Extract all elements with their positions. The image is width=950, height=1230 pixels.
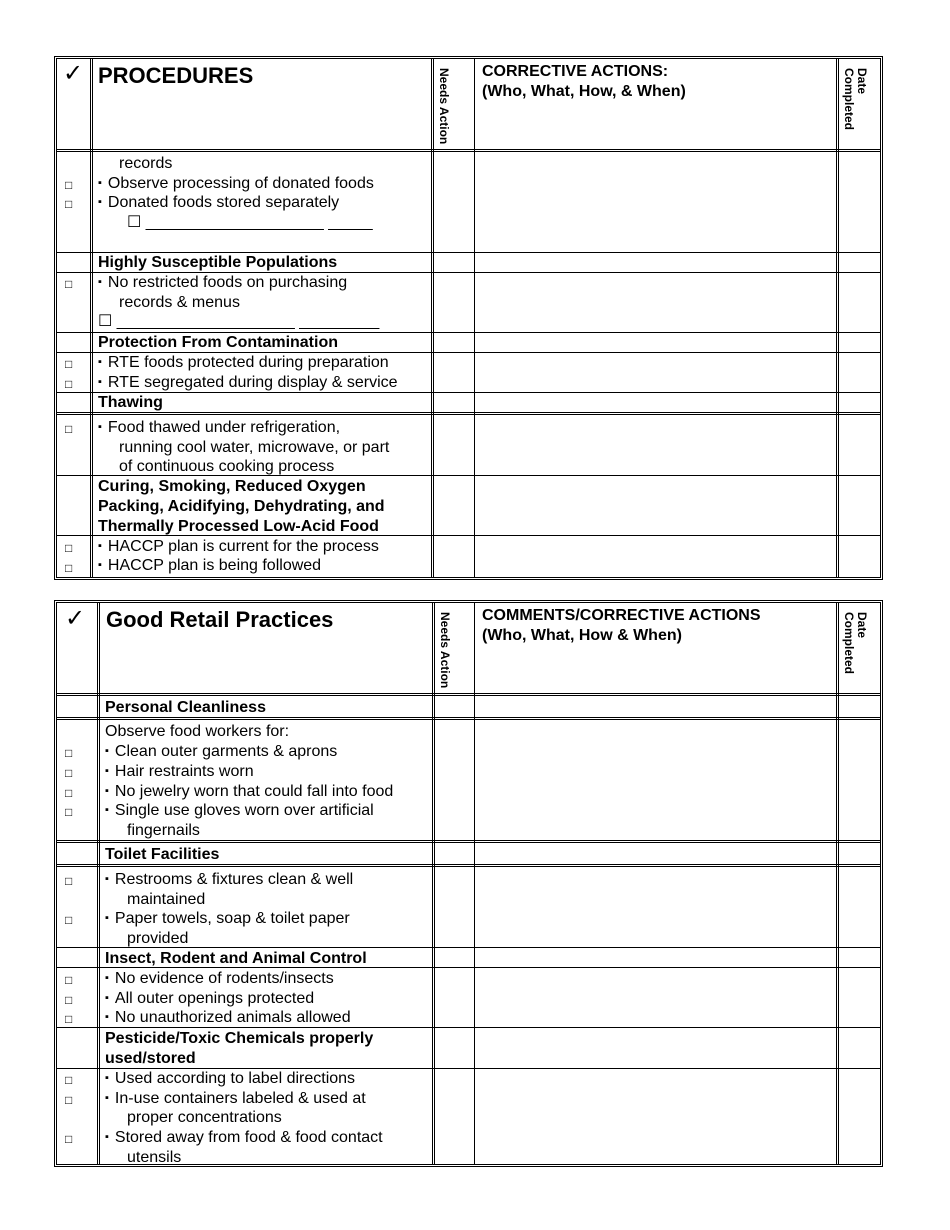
procedures-title: PROCEDURES [98,63,254,88]
col-divider [432,603,435,1164]
list-item-continued: utensils [127,1149,182,1166]
row-divider [57,717,880,720]
row-divider [57,392,880,393]
checkbox[interactable]: □ [65,357,73,371]
bullet-icon: ▪ [98,177,102,189]
row-divider [57,1027,880,1028]
section-heading: Insect, Rodent and Animal Control [105,950,367,967]
checkbox[interactable]: □ [65,973,73,987]
section-heading: Personal Cleanliness [105,699,266,716]
checkbox[interactable]: □ [65,422,73,436]
bullet-icon: ▪ [105,765,109,777]
checkbox[interactable]: □ [65,746,73,760]
blank-entry-line[interactable]: ☐ ____________________ _________ [98,313,380,330]
bullet-icon: ▪ [105,1072,109,1084]
check-header-icon: ✓ [65,605,86,632]
list-item-continued: fingernails [127,822,200,839]
list-item: ▪ All outer openings protected [105,990,315,1007]
row-divider [57,840,880,843]
bullet-icon: ▪ [98,196,102,208]
col-divider [474,603,475,1164]
date-completed-header: Date Completed [842,68,869,131]
date-completed-header: Date Completed [842,612,869,675]
checkbox[interactable]: □ [65,197,73,211]
checkbox[interactable]: □ [65,913,73,927]
checkbox[interactable]: □ [65,541,73,555]
good-retail-practices-table [54,600,883,1167]
list-item-continued: of continuous cooking process [119,458,335,475]
bullet-icon: ▪ [98,559,102,571]
checkbox[interactable]: □ [65,178,73,192]
section-heading: Thermally Processed Low-Acid Food [98,518,379,535]
checkbox[interactable]: □ [65,1093,73,1107]
row-divider [57,693,880,696]
row-divider [57,149,880,152]
section-heading: Thawing [98,394,163,411]
section-heading: Highly Susceptible Populations [98,254,338,271]
list-item: ▪ Clean outer garments & aprons [105,743,338,760]
needs-action-header: Needs Action [438,612,452,689]
bullet-icon: ▪ [98,376,102,388]
checkbox[interactable]: □ [65,786,73,800]
list-item: ▪ No evidence of rodents/insects [105,970,334,987]
list-item: ▪ Donated foods stored separately [98,194,340,211]
col-divider [836,603,839,1164]
bullet-icon: ▪ [105,1131,109,1143]
corrective-actions-subtitle: (Who, What, How, & When) [482,83,686,100]
list-item: ▪ In-use containers labeled & used at [105,1090,366,1107]
col-divider [97,603,100,1164]
section-heading: Toilet Facilities [105,846,220,863]
records-text: records [119,155,173,172]
col-divider [836,59,839,577]
col-divider [431,59,434,577]
blank-entry-line[interactable]: ☐ ____________________ _____ [127,214,373,231]
bullet-icon: ▪ [105,785,109,797]
col-divider [90,59,93,577]
list-item: ▪ Paper towels, soap & toilet paper [105,910,350,927]
section-heading: Pesticide/Toxic Chemicals properly [105,1030,374,1047]
checkbox[interactable]: □ [65,1073,73,1087]
list-item: ▪ Used according to label directions [105,1070,356,1087]
list-item-continued: running cool water, microwave, or part [119,439,390,456]
bullet-icon: ▪ [98,421,102,433]
bullet-icon: ▪ [98,356,102,368]
bullet-icon: ▪ [105,804,109,816]
section-heading: Curing, Smoking, Reduced Oxygen [98,478,366,495]
procedures-table [54,56,883,580]
list-item-continued: proper concentrations [127,1109,282,1126]
list-item: ▪ Hair restraints worn [105,763,254,780]
comments-subtitle: (Who, What, How & When) [482,627,682,644]
row-divider [57,864,880,867]
intro-text: Observe food workers for: [105,723,290,740]
list-item: ▪ No jewelry worn that could fall into food [105,783,394,800]
bullet-icon: ▪ [105,992,109,1004]
list-item: ▪ HACCP plan is current for the process [98,538,379,555]
bullet-icon: ▪ [105,1011,109,1023]
checkbox[interactable]: □ [65,874,73,888]
checkbox[interactable]: □ [65,1132,73,1146]
list-item: ▪ Stored away from food & food contact [105,1129,383,1146]
needs-action-header: Needs Action [437,68,451,145]
bullet-icon: ▪ [105,1092,109,1104]
check-header-icon: ✓ [63,60,84,87]
col-divider [474,59,475,577]
list-item: ▪ RTE segregated during display & service [98,374,398,391]
checkbox[interactable]: □ [65,377,73,391]
checkbox[interactable]: □ [65,1012,73,1026]
checkbox[interactable]: □ [65,805,73,819]
list-item-continued: provided [127,930,189,947]
bullet-icon: ▪ [105,745,109,757]
checkbox[interactable]: □ [65,561,73,575]
comments-title: COMMENTS/CORRECTIVE ACTIONS [482,607,761,624]
section-heading: Protection From Contamination [98,334,338,351]
bullet-icon: ▪ [98,540,102,552]
bullet-icon: ▪ [98,276,102,288]
section-heading: Packing, Acidifying, Dehydrating, and [98,498,385,515]
list-item-continued: maintained [127,891,206,908]
list-item: ▪ Single use gloves worn over artificial [105,802,374,819]
bullet-icon: ▪ [105,873,109,885]
bullet-icon: ▪ [105,912,109,924]
corrective-actions-title: CORRECTIVE ACTIONS: [482,63,669,80]
section-heading: used/stored [105,1050,196,1067]
list-item: ▪ Observe processing of donated foods [98,175,374,192]
list-item: ▪ RTE foods protected during preparation [98,354,389,371]
list-item: ▪ No restricted foods on purchasing [98,274,348,291]
checkbox[interactable]: □ [65,766,73,780]
list-item: ▪ Food thawed under refrigeration, [98,419,341,436]
checkbox[interactable]: □ [65,277,73,291]
good-retail-title: Good Retail Practices [106,607,334,632]
row-divider [57,412,880,415]
list-item: ▪ No unauthorized animals allowed [105,1009,351,1026]
list-item: ▪ Restrooms & fixtures clean & well [105,871,354,888]
checkbox[interactable]: □ [65,993,73,1007]
bullet-icon: ▪ [105,972,109,984]
list-item-continued: records & menus [119,294,240,311]
list-item: ▪ HACCP plan is being followed [98,557,322,574]
